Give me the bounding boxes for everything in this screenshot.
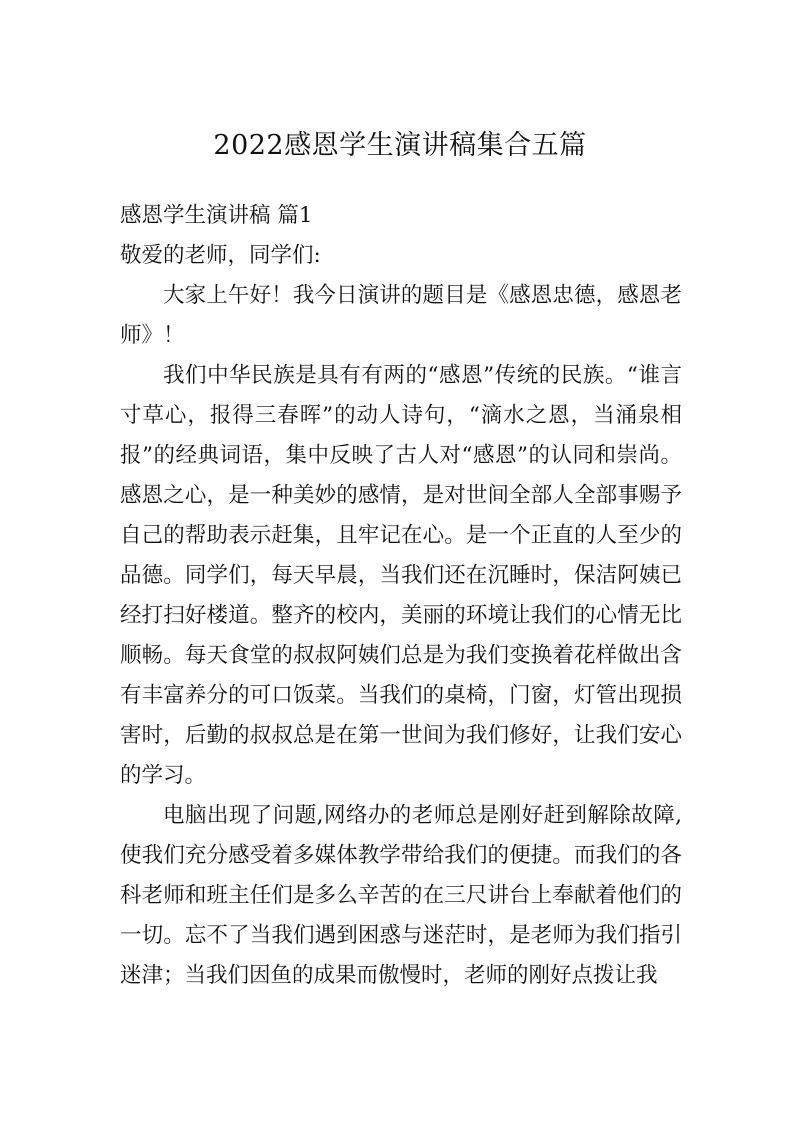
section-heading: 感恩学生演讲稿 篇1 bbox=[120, 203, 313, 228]
document-title: 2022感恩学生演讲稿集合五篇 bbox=[213, 130, 587, 161]
paragraph-3: 电脑出现了问题,网络办的老师总是刚好赶到解除故障,使我们充分感受着多媒体教学带给我们的便捷。而我们的各科老师和班主任们是多么辛苦的在三尺讲台上奉献着他们的一切。忘不了当我们遇到困惑与迷茫时，是老师为我们指引迷津；当我们因鱼的成果而傲慢时，老师的刚好点拨让我 bbox=[120, 803, 682, 988]
paragraph-1: 大家上午好！我今日演讲的题目是《感恩忠德，感恩老师》！ bbox=[120, 283, 682, 348]
paragraph-2: 我们中华民族是具有有两的“感恩”传统的民族。“谁言寸草心，报得三春晖”的动人诗句，“滴水之恩，当涌泉相报”的经典词语，集中反映了古人对“感恩”的认同和崇尚。感恩之心，是一种美妙的感情，是对世间全部人全部事赐予自己的帮助表示赶集，且牢记在心。是一个正直的人至少的品德。同学们，每天早晨，当我们还在沉睡时，保洁阿姨已经打扫好楼道。整齐的校内，美丽的环境让我们的心情无比顺畅。每天食堂的叔叔阿姨们总是为我们变换着花样做出含有丰富养分的可口饭菜。当我们的桌椅，门窗，灯管出现损害时，后勤的叔叔总是在第一世间为我们修好，让我们安心的学习。 bbox=[120, 363, 682, 788]
greeting-line: 敬爱的老师，同学们: bbox=[120, 243, 321, 268]
document-body bbox=[120, 196, 682, 996]
